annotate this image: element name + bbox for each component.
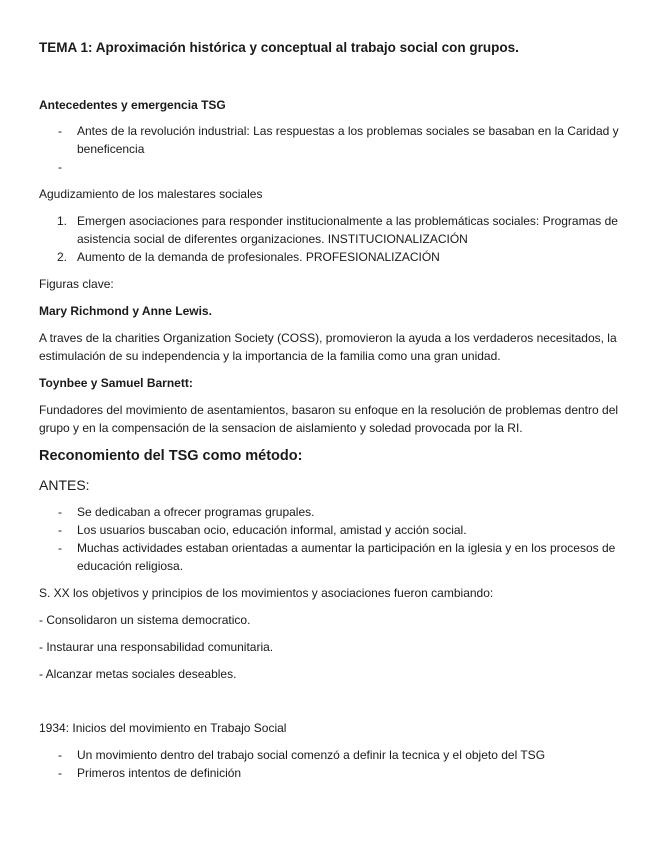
figure-text-coss: A traves de la charities Organization Society (COSS), promovieron la ayuda a los verdaderos necesitados, la estimulación de su independencia y la importancia de la familia como una gran unidad. (39, 331, 617, 363)
list-item: - (58, 160, 62, 174)
antes-label: ANTES: (39, 477, 90, 493)
numbered-list (39, 212, 619, 266)
section-heading-antecedentes: Antecedentes y emergencia TSG (39, 98, 226, 112)
section-heading-reconocimiento: Reconomiento del TSG como método: (39, 448, 303, 464)
agudizamiento-text: Agudizamiento de los malestares sociales (39, 187, 263, 201)
list-item: - Muchas actividades estaban orientadas a aumentar la participación en la iglesia y en los procesos de educación religiosa. (58, 541, 616, 573)
list-item: - Primeros intentos de definición (58, 766, 242, 780)
sxx-text: S. XX los objetivos y principios de los movimientos y asociaciones fueron cambiando: (39, 586, 494, 600)
document-page (39, 38, 619, 782)
list-1934 (39, 746, 619, 782)
antecedentes-list (39, 122, 619, 176)
goal-item: - Consolidaron un sistema democratico. (39, 613, 251, 627)
year-1934-heading: 1934: Inicios del movimiento en Trabajo Social (39, 721, 287, 735)
antes-list (39, 503, 619, 575)
list-item: - Los usuarios buscaban ocio, educación informal, amistad y acción social. (58, 523, 467, 537)
figuras-label: Figuras clave: (39, 277, 114, 291)
figure-name-richmond-lewis: Mary Richmond y Anne Lewis. (39, 304, 212, 318)
goal-item: - Instaurar una responsabilidad comunitaria. (39, 640, 274, 654)
figure-name-toynbee-barnett: Toynbee y Samuel Barnett: (39, 376, 193, 390)
list-item: 2. Aumento de la demanda de profesionales. PROFESIONALIZACIÓN (57, 250, 440, 264)
figure-text-asentamientos: Fundadores del movimiento de asentamientos, basaron su enfoque en la resolución de problemas dentro del grupo y en la compensación de la sensacion de aislamiento y soledad provocada por la RI. (39, 403, 619, 435)
goal-item: - Alcanzar metas sociales deseables. (39, 667, 237, 681)
list-item: - Se dedicaban a ofrecer programas grupales. (58, 505, 315, 519)
document-title: TEMA 1: Aproximación histórica y conceptual al trabajo social con grupos. (39, 40, 519, 55)
list-item: 1. Emergen asociaciones para responder institucionalmente a las problemáticas sociales: Programas de asistencia social de diferentes organizaciones. INSTITUCIONALIZACIÓN (57, 214, 618, 246)
list-item: - Antes de la revolución industrial: Las respuestas a los problemas sociales se basaban en la Caridad y beneficencia (58, 124, 619, 156)
list-item: - Un movimiento dentro del trabajo social comenzó a definir la tecnica y el objeto del TSG (58, 748, 546, 762)
